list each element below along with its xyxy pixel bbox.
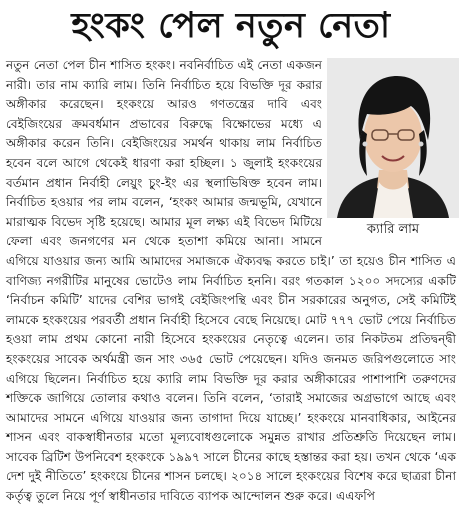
photo-wrap-space [326, 56, 456, 244]
article-text: নতুন নেতা পেল চীন শাসিত হংকং। নবনির্বাচিত এই নেতা একজন নারী। তার নাম ক্যারি লাম। তিনি নির্বাচিত হয়ে বিভক্তি দূর করার অঙ্গীকার করেছেন। হংকংয়ে আরও গণতন্ত্রের দাবি এবং বেইজিংয়ের ক্রমবর্ধমান প্রভাবের বিরুদ্ধে বিক্ষোভের মধ্যে এ অঙ্গীকার করেন তিনি। বেইজিংয়ের সমর্থন থাকায় লাম নির্বাচিত হবেন বলে আগে থেকেই ধারণা করা হচ্ছিল। ১ জুলাই হংকংয়ের বর্তমান প্রধান নির্বাহী লেয়ুং চুং-ইং এর স্থলাভিষিক্ত হবেন লাম। নির্বাচিত হওয়ার পর লাম বলেন, ‘হংকং আমার জন্মভূমি, যেখানে মারাত্মক বিভেদ সৃষ্টি হয়েছে। আমার মূল লক্ষ্য এই বিভেদ মিটিয়ে ফেলা এবং জনগণের মন থেকে হতাশা কমিয়ে আনা। সামনে এগিয়ে যাওয়ার জন্য আমি আমাদের সমাজকে ঐক্যবদ্ধ করতে চাই।’ তা হয়েও চীন শাসিত এ বাণিজ্য নগরীটির মানুষের ভোটেও লাম নির্বাচিত হননি। বরং গতকাল ১২০০ সদস্যের একটি ‘নির্বাচন কমিটি’ যাদের বেশির ভাগই বেইজিংপন্থি এবং চীন সরকারের অনুগত, সেই কমিটিই লামকে হংকংয়ের পরবর্তী প্রধান নির্বাহী হিসেবে বেছে নিয়েছে। মোট ৭৭৭ ভোট পেয়ে নির্বাচিত হওয়া লাম প্রথম কোনো নারী হিসেবে হংকংয়ের নেতৃত্বে এলেন। তার নিকটতম প্রতিদ্বন্দ্বী হংকংয়ের সাবেক অর্থমন্ত্রী জন সাং ৩৬৫ ভোট পেয়েছেন। যদিও জনমত জরিপগুলোতে সাং এগিয়ে ছিলেন। নির্বাচিত হয়ে ক্যারি লাম বিভক্তি দূর করার অঙ্গীকারের পাশাপাশি তরুণদের শক্তিকে জাগিয়ে তোলার কথাও বলেন। তিনি বলেন, ‘তারাই সমাজের অগ্রভাগে আছে এবং আমাদের সামনে এগিয়ে যাওয়ার জন্য তাগাদা দিয়ে যাচ্ছে।’ হংকংয়ে মানবাধিকার, আইনের শাসন এবং বাকস্বাধীনতার মতো মূল্যবোধগুলোকে সমুন্নত রাখার প্রতিশ্রুতি দিয়েছেন লাম। সাবেক ব্রিটিশ উপনিবেশ হংকংকে ১৯৯৭ সালে চীনের কাছে হস্তান্তর করা হয়। তখন থেকে ‘এক দেশ দুই নীতিতে’ হংকংয়ে চীনের শাসন চলছে। ২০১৪ সালে হংকংয়ের বিশেষ করে ছাত্ররা চীনা কর্তৃত্ব তুলে নিয়ে পূর্ণ স্বাধীনতার দাবিতে ব্যাপক আন্দোলন শুরু করে। এএফপি [6, 58, 456, 504]
headline: হংকং পেল নতুন নেতা [71, 6, 391, 46]
photo-caption: ক্যারি লাম [366, 222, 420, 237]
article-body [6, 56, 456, 504]
